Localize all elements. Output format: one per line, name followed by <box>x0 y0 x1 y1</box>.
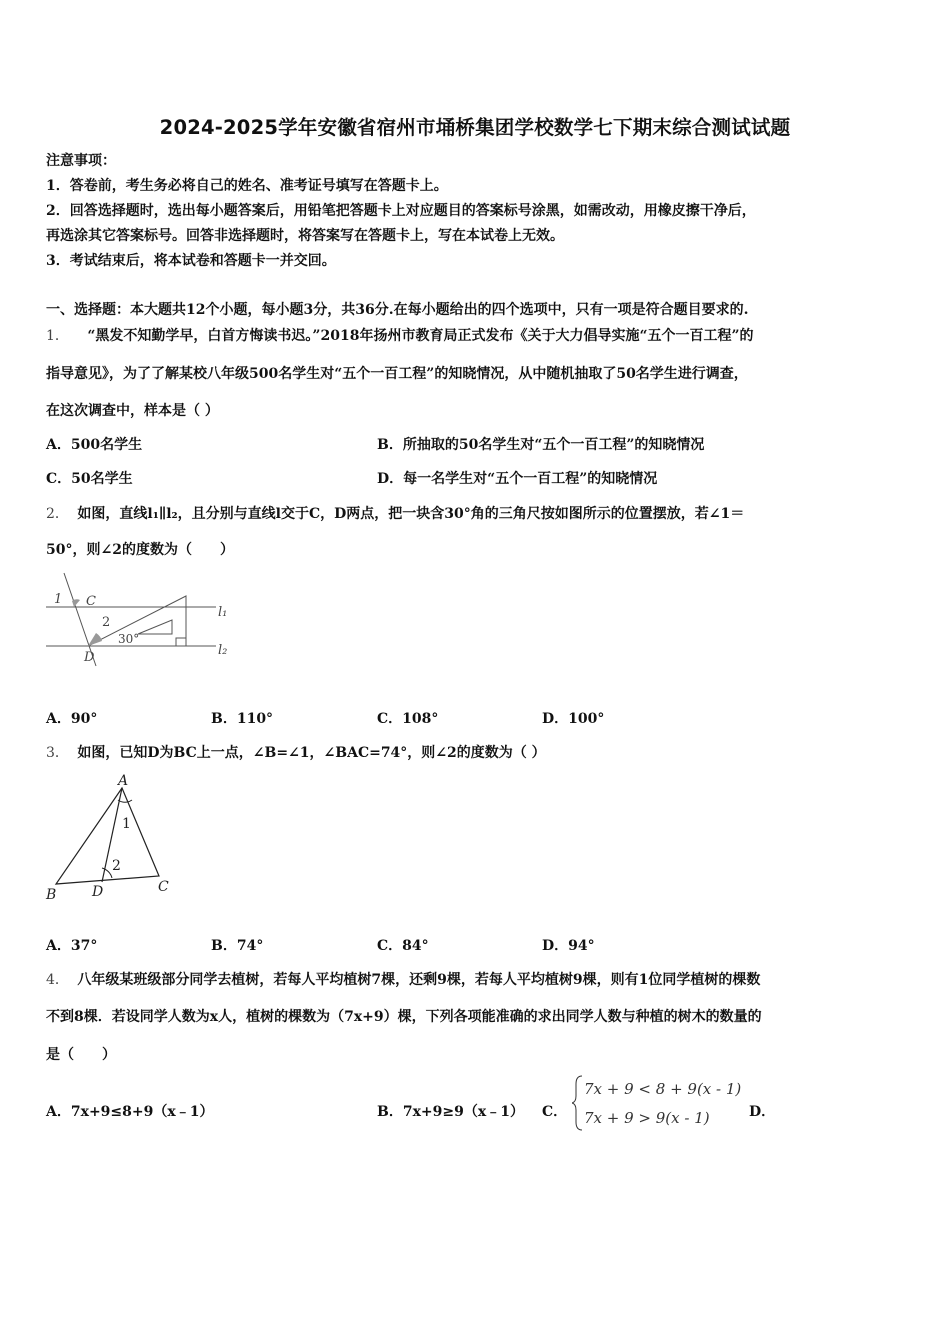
option-b[interactable]: B．110° <box>211 711 274 727</box>
triangle-figure <box>42 770 182 905</box>
question-text: 在这次调查中，样本是（ ） <box>46 403 219 419</box>
question-2 <box>46 504 744 524</box>
question-number: 2． <box>46 506 69 522</box>
option-c[interactable]: C．108° <box>377 711 439 727</box>
notice-item: 2．回答选择题时，选出每小题答案后，用铅笔把答题卡上对应题目的答案标号涂黑，如需改动，用橡皮擦干净后， <box>46 203 756 219</box>
option-c[interactable]: C． <box>542 1104 568 1120</box>
question-text: “黑发不知勤学早，白首方悔读书迟。”2018年扬州市教育局正式发布《关于大力倡导实施“五个一百工程”的 <box>87 328 754 344</box>
question-text: 50°，则∠2的度数为（ ） <box>46 542 234 558</box>
figure-label: 1 <box>122 816 131 832</box>
question-text: 不到8棵．若设同学人数为x人，植树的棵数为（7x+9）棵，下列各项能准确的求出同学人数与种植的树木的数量的 <box>46 1009 762 1025</box>
question-text: 如图，已知D为BC上一点，∠B=∠1，∠BAC=74°，则∠2的度数为（ ） <box>77 745 546 761</box>
option-b[interactable]: B．7x+9≥9（x﹣1） <box>377 1104 524 1120</box>
figure-label: D <box>92 884 104 900</box>
question-4 <box>46 970 760 990</box>
figure-label: l₂ <box>218 643 228 658</box>
question-number: 3． <box>46 745 69 761</box>
figure-label: B <box>46 887 57 903</box>
question-1 <box>46 326 754 346</box>
figure-label: 2 <box>112 858 121 874</box>
question-text: 是（ ） <box>46 1047 116 1063</box>
option-b[interactable]: B．所抽取的50名学生对“五个一百工程”的知晓情况 <box>377 437 705 453</box>
inequality-line: 7x + 9 < 8 + 9(x - 1) <box>584 1080 742 1098</box>
inequality-system <box>572 1074 742 1132</box>
option-d[interactable]: D．100° <box>542 711 605 727</box>
figure-label: A <box>118 773 129 789</box>
figure-label: 1 <box>54 592 63 607</box>
option-a[interactable]: A．7x+9≤8+9（x﹣1） <box>46 1104 214 1120</box>
option-d[interactable]: D．94° <box>542 938 595 954</box>
figure-label: 30° <box>118 632 140 646</box>
option-c[interactable]: C．50名学生 <box>46 471 133 487</box>
question-number: 4． <box>46 972 69 988</box>
question-number: 1． <box>46 328 69 344</box>
notice-heading: 注意事项： <box>46 153 116 169</box>
question-text: 八年级某班级部分同学去植树，若每人平均植树7棵，还剩9棵，若每人平均植树9棵，则有1位同学植树的棵数 <box>77 972 761 988</box>
option-c[interactable]: C．84° <box>377 938 429 954</box>
figure-label: D <box>84 650 95 665</box>
option-a[interactable]: A．500名学生 <box>46 437 143 453</box>
figure-label: l₁ <box>218 605 228 620</box>
exam-title: 2024-2025学年安徽省宿州市埇桥集团学校数学七下期末综合测试试题 <box>159 116 791 139</box>
option-a[interactable]: A．37° <box>46 938 98 954</box>
notice-item: 再选涂其它答案标号。回答非选择题时，将答案写在答题卡上，写在本试卷上无效。 <box>46 228 564 244</box>
notice-item: 1．答卷前，考生务必将自己的姓名、准考证号填写在答题卡上。 <box>46 178 448 194</box>
option-d[interactable]: D． <box>749 1104 776 1120</box>
inequality-line: 7x + 9 > 9(x - 1) <box>584 1109 710 1127</box>
question-text: 如图，直线l₁∥l₂，且分别与直线l交于C，D两点，把一块含30°角的三角尺按如图所示的位置摆放，若∠1＝ <box>77 506 745 522</box>
option-b[interactable]: B．74° <box>211 938 264 954</box>
notice-item: 3．考试结束后，将本试卷和答题卡一并交回。 <box>46 253 336 269</box>
option-d[interactable]: D．每一名学生对“五个一百工程”的知晓情况 <box>377 471 658 487</box>
figure-label: 2 <box>102 615 111 630</box>
figure-label: C <box>158 879 169 895</box>
question-3 <box>46 743 546 763</box>
parallel-lines-figure <box>44 570 244 670</box>
figure-label: C <box>86 594 96 609</box>
section-heading: 一、选择题：本大题共12个小题，每小题3分，共36分.在每小题给出的四个选项中，只有一项是符合题目要求的. <box>46 302 749 318</box>
option-a[interactable]: A．90° <box>46 711 98 727</box>
question-text: 指导意见》，为了了解某校八年级500名学生对“五个一百工程”的知晓情况，从中随机抽取了50名学生进行调查， <box>46 366 748 382</box>
